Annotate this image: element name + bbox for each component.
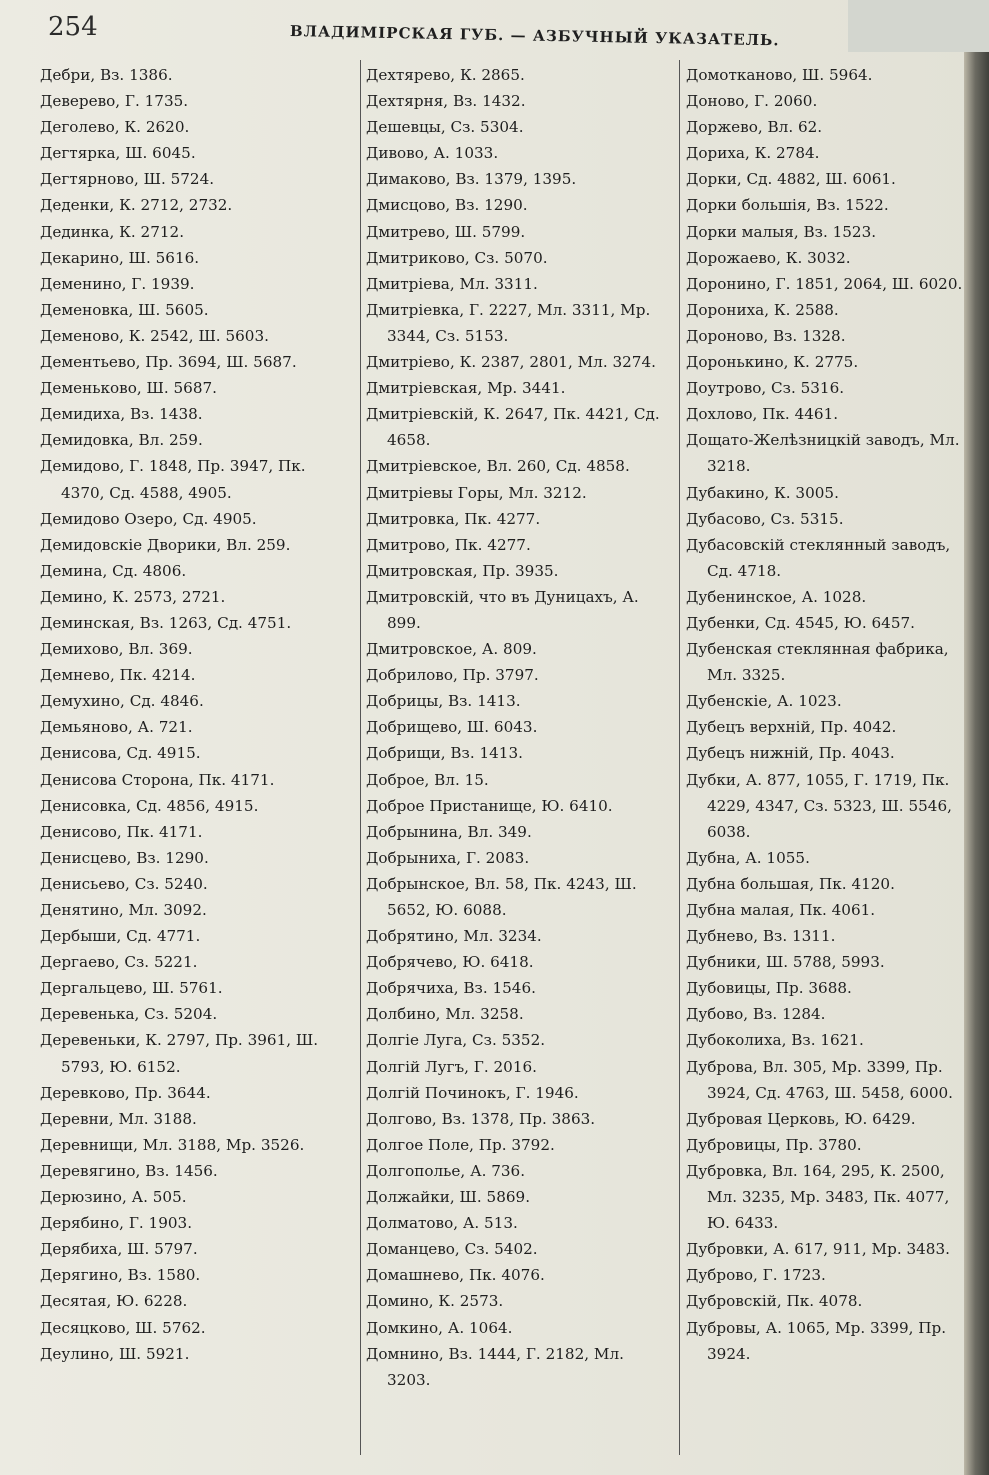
index-entry: Дешевцы, Сз. 5304.: [366, 118, 524, 137]
page-number: 254: [48, 12, 98, 42]
index-entry: Дорониха, К. 2588.: [686, 300, 839, 319]
index-entry: Дорки, Сд. 4882, Ш. 6061.: [686, 170, 896, 189]
index-entry: Долгополье, А. 736.: [366, 1161, 526, 1180]
index-entry: Дубна, А. 1055.: [686, 848, 810, 867]
index-entry: Долгiе Луга, Сз. 5352.: [366, 1031, 546, 1050]
index-entry: Деменино, Г. 1939.: [40, 274, 195, 293]
index-entry: Дерябиха, Ш. 5797.: [40, 1240, 198, 1259]
index-entry: Деверево, Г. 1735.: [40, 92, 189, 111]
index-entry: Демнево, Пк. 4214.: [40, 666, 196, 685]
index-entry: Дмитрiевка, Г. 2227, Мл. 3311, Мр. 3344, Сз. 5153.: [366, 300, 651, 345]
index-entry: Дерягино, Вз. 1580.: [40, 1266, 201, 1285]
index-entry: Дубровки, А. 617, 911, Мр. 3483.: [686, 1240, 950, 1259]
index-entry: Деменовка, Ш. 5605.: [40, 300, 209, 319]
index-entry: Должайки, Ш. 5869.: [366, 1188, 531, 1207]
index-entry: Дмитрiева, Мл. 3311.: [366, 274, 538, 293]
index-entry: Дощато-Желѣзницкiй заводъ, Мл. 3218.: [686, 431, 960, 476]
index-entry: Дегтярново, Ш. 5724.: [40, 170, 215, 189]
index-entry: Демино, К. 2573, 2721.: [40, 587, 226, 606]
index-entry: Демихово, Вл. 369.: [40, 640, 193, 659]
index-entry: Деревенька, Сз. 5204.: [40, 1005, 218, 1024]
index-entry: Добрячево, Ю. 6418.: [366, 953, 534, 972]
index-entry: Деревни, Мл. 3188.: [40, 1109, 197, 1128]
index-entry: Дубенская стеклянная фабрика, Мл. 3325.: [686, 640, 949, 685]
index-entry: Дехтярня, Вз. 1432.: [366, 92, 526, 111]
index-entry: Дуброво, Г. 1723.: [686, 1266, 826, 1285]
index-entry: Деревнищи, Мл. 3188, Мр. 3526.: [40, 1135, 305, 1154]
index-entry: Дубровая Церковь, Ю. 6429.: [686, 1109, 916, 1128]
index-entry: Декарино, Ш. 5616.: [40, 248, 200, 267]
index-entry: Дерябино, Г. 1903.: [40, 1214, 193, 1233]
index-entry: Дебри, Вз. 1386.: [40, 66, 173, 84]
index-entry: Деменьково, Ш. 5687.: [40, 379, 217, 398]
index-entry: Долгiй Починокъ, Г. 1946.: [366, 1083, 579, 1102]
index-entry: Демидиха, Вз. 1438.: [40, 405, 203, 424]
index-entry: Домотканово, Ш. 5964.: [686, 66, 873, 84]
index-entry: Долгое Поле, Пр. 3792.: [366, 1135, 555, 1154]
index-entry: Дубасово, Сз. 5315.: [686, 509, 844, 528]
index-entry: Деминская, Вз. 1263, Сд. 4751.: [40, 613, 292, 632]
index-entry: Денисово, Пк. 4171.: [40, 822, 203, 841]
index-entry: Дмитрiевы Горы, Мл. 3212.: [366, 483, 587, 502]
index-entry: Димаково, Вз. 1379, 1395.: [366, 170, 577, 189]
index-entry: Денятино, Мл. 3092.: [40, 901, 207, 919]
index-entry: Деменово, К. 2542, Ш. 5603.: [40, 326, 269, 345]
index-entry: Дубровскiй, Пк. 4078.: [686, 1292, 863, 1311]
index-entry: Демидовка, Вл. 259.: [40, 431, 203, 450]
index-entry: Демидово, Г. 1848, Пр. 3947, Пк. 4370, Сд. 4588, 4905.: [40, 457, 306, 502]
index-entry: Дубровка, Вл. 164, 295, К. 2500, Мл. 3235, Мр. 3483, Пк. 4077, Ю. 6433.: [686, 1161, 950, 1233]
index-entry: Дубнево, Вз. 1311.: [686, 927, 836, 946]
index-entry: Демина, Сд. 4806.: [40, 561, 187, 580]
index-entry: Дориха, К. 2784.: [686, 144, 820, 163]
index-entry: Денисцево, Вз. 1290.: [40, 848, 209, 867]
running-head: ВЛАДИМIРСКАЯ ГУБ. — АЗБУЧНЫЙ УКАЗАТЕЛЬ.: [289, 22, 780, 50]
index-entry: Домкино, А. 1064.: [366, 1318, 513, 1337]
column-rule: [360, 60, 361, 1455]
index-entry: Дубоколиха, Вз. 1621.: [686, 1031, 864, 1050]
index-entry: Дмитрiево, К. 2387, 2801, Мл. 3274.: [366, 353, 656, 372]
index-entry: Доржево, Вл. 62.: [686, 118, 823, 137]
index-entry: Дергальцево, Ш. 5761.: [40, 979, 223, 998]
index-entry: Денисьево, Сз. 5240.: [40, 874, 208, 893]
index-entry: Дмитрiевская, Мр. 3441.: [366, 379, 566, 398]
index-entry: Дементьево, Пр. 3694, Ш. 5687.: [40, 353, 297, 372]
index-entry: Дороново, Вз. 1328.: [686, 326, 846, 345]
index-entry: Дмитровское, А. 809.: [366, 640, 537, 659]
index-entry: Дерюзино, А. 505.: [40, 1188, 187, 1207]
index-entry: Дубенскiе, А. 1023.: [686, 692, 842, 711]
index-entry: Доманцево, Сз. 5402.: [366, 1240, 538, 1259]
column-rule: [679, 60, 680, 1455]
index-entry: Дегтярка, Ш. 6045.: [40, 144, 196, 163]
index-entry: Деголево, К. 2620.: [40, 118, 190, 137]
index-entry: Дехтярево, К. 2865.: [366, 66, 525, 84]
index-column-2: [366, 62, 668, 1393]
index-entry: Дуброва, Вл. 305, Мр. 3399, Пр. 3924, Сд. 4763, Ш. 5458, 6000.: [686, 1057, 954, 1102]
index-entry: Доброе, Вл. 15.: [366, 770, 489, 789]
index-entry: Добрынина, Вл. 349.: [366, 822, 532, 841]
index-entry: Дмисцово, Вз. 1290.: [366, 196, 528, 215]
index-entry: Дмитровка, Пк. 4277.: [366, 509, 541, 528]
index-entry: Добрищи, Вз. 1413.: [366, 744, 523, 763]
index-entry: Дорожаево, К. 3032.: [686, 248, 851, 267]
index-entry: Домашнево, Пк. 4076.: [366, 1266, 545, 1285]
index-entry: Десятая, Ю. 6228.: [40, 1292, 188, 1311]
index-entry: Дивово, А. 1033.: [366, 144, 499, 163]
index-entry: Доново, Г. 2060.: [686, 92, 818, 111]
index-entry: Дубровицы, Пр. 3780.: [686, 1135, 862, 1154]
index-column-1: [40, 62, 352, 1367]
index-entry: Дубакино, К. 3005.: [686, 483, 839, 502]
index-entry: Дубна большая, Пк. 4120.: [686, 874, 895, 893]
index-entry: Долбино, Мл. 3258.: [366, 1005, 524, 1024]
index-entry: Денисовка, Сд. 4856, 4915.: [40, 796, 259, 815]
index-entry: Дединка, К. 2712.: [40, 222, 185, 241]
index-entry: Дорки большiя, Вз. 1522.: [686, 196, 889, 215]
index-entry: Дубна малая, Пк. 4061.: [686, 901, 876, 919]
index-entry: Добрячиха, Вз. 1546.: [366, 979, 536, 998]
index-entry: Десяцково, Ш. 5762.: [40, 1318, 206, 1337]
index-entry: Деулино, Ш. 5921.: [40, 1344, 190, 1363]
index-entry: Добрятино, Мл. 3234.: [366, 927, 542, 946]
index-entry: Дубецъ верхнiй, Пр. 4042.: [686, 718, 897, 737]
index-entry: Денисова Сторона, Пк. 4171.: [40, 770, 275, 789]
index-entry: Долматово, А. 513.: [366, 1214, 518, 1233]
index-entry: Дмитровскiй, что въ Дуницахъ, А. 899.: [366, 587, 639, 632]
index-entry: Долгiй Лугъ, Г. 2016.: [366, 1057, 537, 1076]
index-entry: Дубецъ нижнiй, Пр. 4043.: [686, 744, 895, 763]
index-entry: Дубки, А. 877, 1055, Г. 1719, Пк. 4229, 4347, Сз. 5323, Ш. 5546, 6038.: [686, 770, 952, 841]
index-entry: Дубовицы, Пр. 3688.: [686, 979, 852, 998]
index-entry: Добрынское, Вл. 58, Пк. 4243, Ш. 5652, Ю. 6088.: [366, 874, 637, 919]
index-entry: Доронькино, К. 2775.: [686, 353, 859, 372]
background-corner: [848, 0, 989, 52]
index-entry: Добрищево, Ш. 6043.: [366, 718, 538, 737]
index-entry: Деревеньки, К. 2797, Пр. 3961, Ш. 5793, Ю. 6152.: [40, 1031, 319, 1076]
index-entry: Дмитриково, Сз. 5070.: [366, 248, 548, 267]
index-entry: Дубово, Вз. 1284.: [686, 1005, 826, 1024]
index-entry: Демидовскiе Дворики, Вл. 259.: [40, 535, 291, 554]
index-entry: Дубники, Ш. 5788, 5993.: [686, 953, 885, 972]
index-entry: Доронино, Г. 1851, 2064, Ш. 6020.: [686, 274, 963, 293]
index-entry: Домино, К. 2573.: [366, 1292, 504, 1311]
index-entry: Домнино, Вз. 1444, Г. 2182, Мл. 3203.: [366, 1344, 624, 1389]
index-entry: Дмитрево, Ш. 5799.: [366, 222, 526, 241]
index-entry: Дубенинское, А. 1028.: [686, 587, 867, 606]
index-entry: Дмитровская, Пр. 3935.: [366, 561, 559, 580]
index-entry: Дмитрiевское, Вл. 260, Сд. 4858.: [366, 457, 630, 476]
index-entry: Демидово Озеро, Сд. 4905.: [40, 509, 257, 528]
index-entry: Дубасовскiй стеклянный заводъ, Сд. 4718.: [686, 535, 951, 580]
index-entry: Долгово, Вз. 1378, Пр. 3863.: [366, 1109, 596, 1128]
index-entry: Деревягино, Вз. 1456.: [40, 1161, 218, 1180]
index-entry: Дорки малыя, Вз. 1523.: [686, 222, 877, 241]
index-entry: Демьяново, А. 721.: [40, 718, 193, 737]
index-entry: Денисова, Сд. 4915.: [40, 744, 201, 763]
index-entry: Добрицы, Вз. 1413.: [366, 692, 521, 711]
index-entry: Дубенки, Сд. 4545, Ю. 6457.: [686, 613, 915, 632]
index-entry: Дмитрово, Пк. 4277.: [366, 535, 531, 554]
index-entry: Доброе Пристанище, Ю. 6410.: [366, 796, 613, 815]
index-column-3: [686, 62, 971, 1367]
index-entry: Добрилово, Пр. 3797.: [366, 666, 539, 685]
index-entry: Демухино, Сд. 4846.: [40, 692, 204, 711]
index-entry: Деревково, Пр. 3644.: [40, 1083, 211, 1102]
index-entry: Дмитрiевскiй, К. 2647, Пк. 4421, Сд. 4658.: [366, 405, 660, 450]
index-entry: Дербыши, Сд. 4771.: [40, 927, 201, 946]
index-entry: Дубровы, А. 1065, Мр. 3399, Пр. 3924.: [686, 1318, 947, 1363]
index-entry: Добрыниха, Г. 2083.: [366, 848, 530, 867]
index-entry: Дохлово, Пк. 4461.: [686, 405, 839, 424]
index-entry: Доутрово, Сз. 5316.: [686, 379, 845, 398]
index-entry: Деденки, К. 2712, 2732.: [40, 196, 233, 215]
index-entry: Дергаево, Сз. 5221.: [40, 953, 198, 972]
